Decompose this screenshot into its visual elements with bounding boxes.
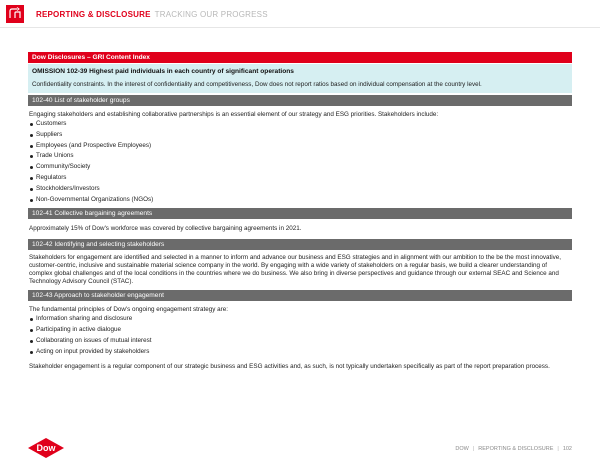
omission-text: Confidentiality constraints. In the interest of confidentiality and competitiveness, Dow does not report ratios based on individual compensation at the country level. bbox=[32, 81, 482, 88]
footer-section: REPORTING & DISCLOSURE bbox=[478, 446, 554, 452]
list-item: Customers bbox=[29, 119, 571, 130]
stakeholder-list bbox=[28, 119, 572, 205]
engagement-closing: Stakeholder engagement is a regular component of our strategic business and ESG activities and, as such, is not typically undertaken specifically as part of the report preparation process. bbox=[29, 362, 550, 370]
list-item: Trade Unions bbox=[29, 151, 571, 162]
header-divider bbox=[0, 27, 600, 28]
omission-title: OMISSION 102-39 Highest paid individuals in each country of significant operations bbox=[32, 68, 294, 75]
breadcrumb bbox=[36, 10, 268, 19]
engagement-intro: The fundamental principles of Dow's ongoing engagement strategy are: bbox=[29, 306, 228, 314]
section-heading-102-42: 102-42 Identifying and selecting stakeholders bbox=[28, 239, 572, 250]
list-item: Information sharing and disclosure bbox=[29, 314, 571, 325]
top-header bbox=[0, 0, 600, 28]
list-item: Stockholders/Investors bbox=[29, 184, 571, 195]
identifying-text: Stakeholders for engagement are identified and selected in a manner to inform and advance our business and ESG strategies and in alignment with our ambition to the be the most innovative, customer-centric, inclusive and sustainable material science company in the world. By engaging with a wide variety of stakeholders on a regular basis, we build a clearer understanding of complex global challenges and of the local conditions in the countries where we do business. We also bring in diverse perspectives and guidance through our external SEAC and Science and Technology Advisory Council (STAC). bbox=[29, 254, 562, 286]
section-heading-102-40: 102-40 List of stakeholder groups bbox=[28, 95, 572, 106]
report-logo-icon bbox=[6, 5, 24, 23]
breadcrumb-subsection[interactable]: TRACKING OUR PROGRESS bbox=[154, 10, 268, 19]
stakeholder-intro: Engaging stakeholders and establishing collaborative partnerships is an essential element of our strategy and ESG priorities. Stakeholders include: bbox=[29, 111, 439, 118]
list-item: Non-Governmental Organizations (NGOs) bbox=[29, 195, 571, 206]
section-heading-102-41: 102-41 Collective bargaining agreements bbox=[28, 208, 572, 219]
list-item: Acting on input provided by stakeholders bbox=[29, 347, 571, 358]
page-number: 102 bbox=[562, 446, 572, 452]
section-heading-102-43: 102-43 Approach to stakeholder engagement bbox=[28, 290, 572, 301]
list-item: Suppliers bbox=[29, 130, 571, 141]
list-item: Participating in active dialogue bbox=[29, 325, 571, 336]
list-item: Collaborating on issues of mutual interest bbox=[29, 336, 571, 347]
list-item: Regulators bbox=[29, 173, 571, 184]
breadcrumb-section[interactable]: REPORTING & DISCLOSURE bbox=[36, 10, 151, 19]
dow-logo-text: Dow bbox=[36, 443, 56, 453]
omission-box bbox=[28, 64, 572, 93]
dow-logo bbox=[26, 437, 66, 459]
engagement-principles-list bbox=[28, 314, 572, 357]
page-footer: DOW | REPORTING & DISCLOSURE | 102 bbox=[455, 446, 572, 452]
index-title: Dow Disclosures – GRI Content Index bbox=[28, 52, 572, 63]
bargaining-text: Approximately 15% of Dow's workforce was covered by collective bargaining agreements in 2021. bbox=[29, 225, 302, 233]
gri-content-index bbox=[28, 52, 572, 371]
list-item: Employees (and Prospective Employees) bbox=[29, 141, 571, 152]
footer-company: DOW bbox=[455, 446, 469, 452]
list-item: Community/Society bbox=[29, 162, 571, 173]
